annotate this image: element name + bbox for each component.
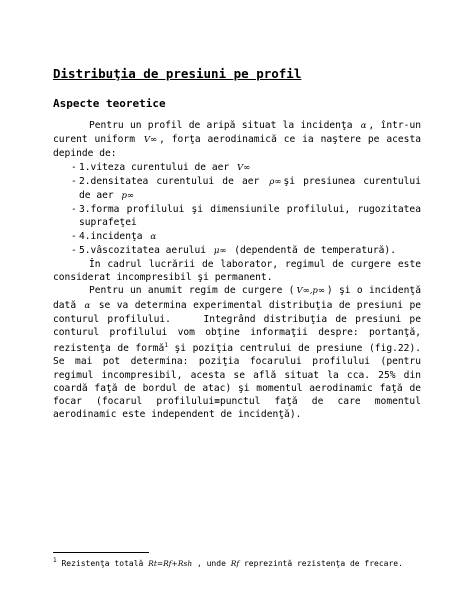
method-text-d: Integrând distribuţia de presiuni pe conturul profilului vom obţine informaţii despre: portanţă, rezistenţa de formă <box>53 313 421 355</box>
section-heading: Aspecte teoretice <box>53 97 166 110</box>
method-text-a: Pentru un anumit regim de curgere ( <box>89 285 295 297</box>
paragraph-regime: În cadrul lucrării de laborator, regimul de curgere este considerat incompresibil şi permanent. <box>53 259 421 284</box>
footnote-suffix: reprezintă rezistenţa de frecare. <box>243 559 403 568</box>
page-title: Distribuţia de presiuni pe profil <box>53 66 302 81</box>
list-item-text: 4.incidenţa <box>79 230 143 242</box>
method-text-e: şi poziţia centrului de presiune (fig.22). Se mai pot determina: poziţia focarului profilului (pentru regimul incompresibil, acesta se află situat la cca. 25% din coardă faţă de bordul de atac) şi momentul aerodinamic faţă de focar (focarul profilului≡punctul faţă de care momentul aerodinamic este independent de incidenţă). <box>53 343 421 421</box>
list-dash: - <box>71 230 77 242</box>
list-dash: - <box>71 175 77 187</box>
method-text-c: se va determina experimental distribuţia de presiuni pe conturul profilului. <box>53 299 421 325</box>
paragraph-method <box>53 284 421 421</box>
list-item <box>53 244 421 258</box>
list-dash: - <box>71 244 77 256</box>
intro-text-1: Pentru un profil de aripă situat la incidenţa <box>89 120 353 131</box>
list-item-text: 1.viteza curentului de aer <box>79 161 230 173</box>
factor-list <box>53 161 421 258</box>
method-text-b: ) şi o incidenţă dată <box>53 285 421 311</box>
pressure-symbol: p∞ <box>121 191 134 202</box>
document-body <box>53 118 421 421</box>
alpha-symbol: α <box>150 231 157 242</box>
viscosity-symbol: μ∞ <box>213 245 227 256</box>
density-symbol: ρ∞ <box>269 176 282 187</box>
alpha-symbol: α <box>84 300 91 311</box>
footnote-prefix: Rezistenţa totală <box>61 559 144 568</box>
list-item-text-2: şi presiunea curentului de aer <box>79 175 421 202</box>
footnote-symbol: Rf <box>230 559 240 568</box>
list-item <box>53 230 421 244</box>
footnote-middle: , unde <box>196 559 226 568</box>
footnote <box>53 557 403 568</box>
footnote-formula: Rt=Rf+Rsh <box>148 559 193 568</box>
footnote-reference[interactable]: 1 <box>164 342 168 350</box>
list-dash: - <box>71 204 77 216</box>
list-item <box>53 161 421 175</box>
footnote-separator <box>53 552 149 553</box>
list-item-text: 5.vâscozitatea aerului <box>79 244 207 256</box>
regime-symbols: V∞,p∞ <box>296 286 325 297</box>
footnote-number: 1 <box>53 557 57 564</box>
alpha-symbol: α <box>360 121 367 131</box>
list-item <box>53 175 421 203</box>
list-item <box>53 203 421 229</box>
velocity-symbol: V∞ <box>236 162 251 173</box>
list-item-text: 2.densitatea curentului de aer <box>79 175 260 187</box>
list-item-text: 3.forma profilului şi dimensiunile profilului, rugozitatea suprafeţei <box>79 204 421 229</box>
paragraph-intro <box>53 119 421 161</box>
velocity-symbol: V∞ <box>143 135 158 146</box>
list-dash: - <box>71 161 77 173</box>
intro-text-2: , într-un curent uniform <box>53 120 422 146</box>
intro-text-3: , forţa aerodinamică ce ia naştere pe acesta depinde de: <box>53 134 421 160</box>
list-item-text-2: (dependentă de temperatură). <box>234 244 396 256</box>
